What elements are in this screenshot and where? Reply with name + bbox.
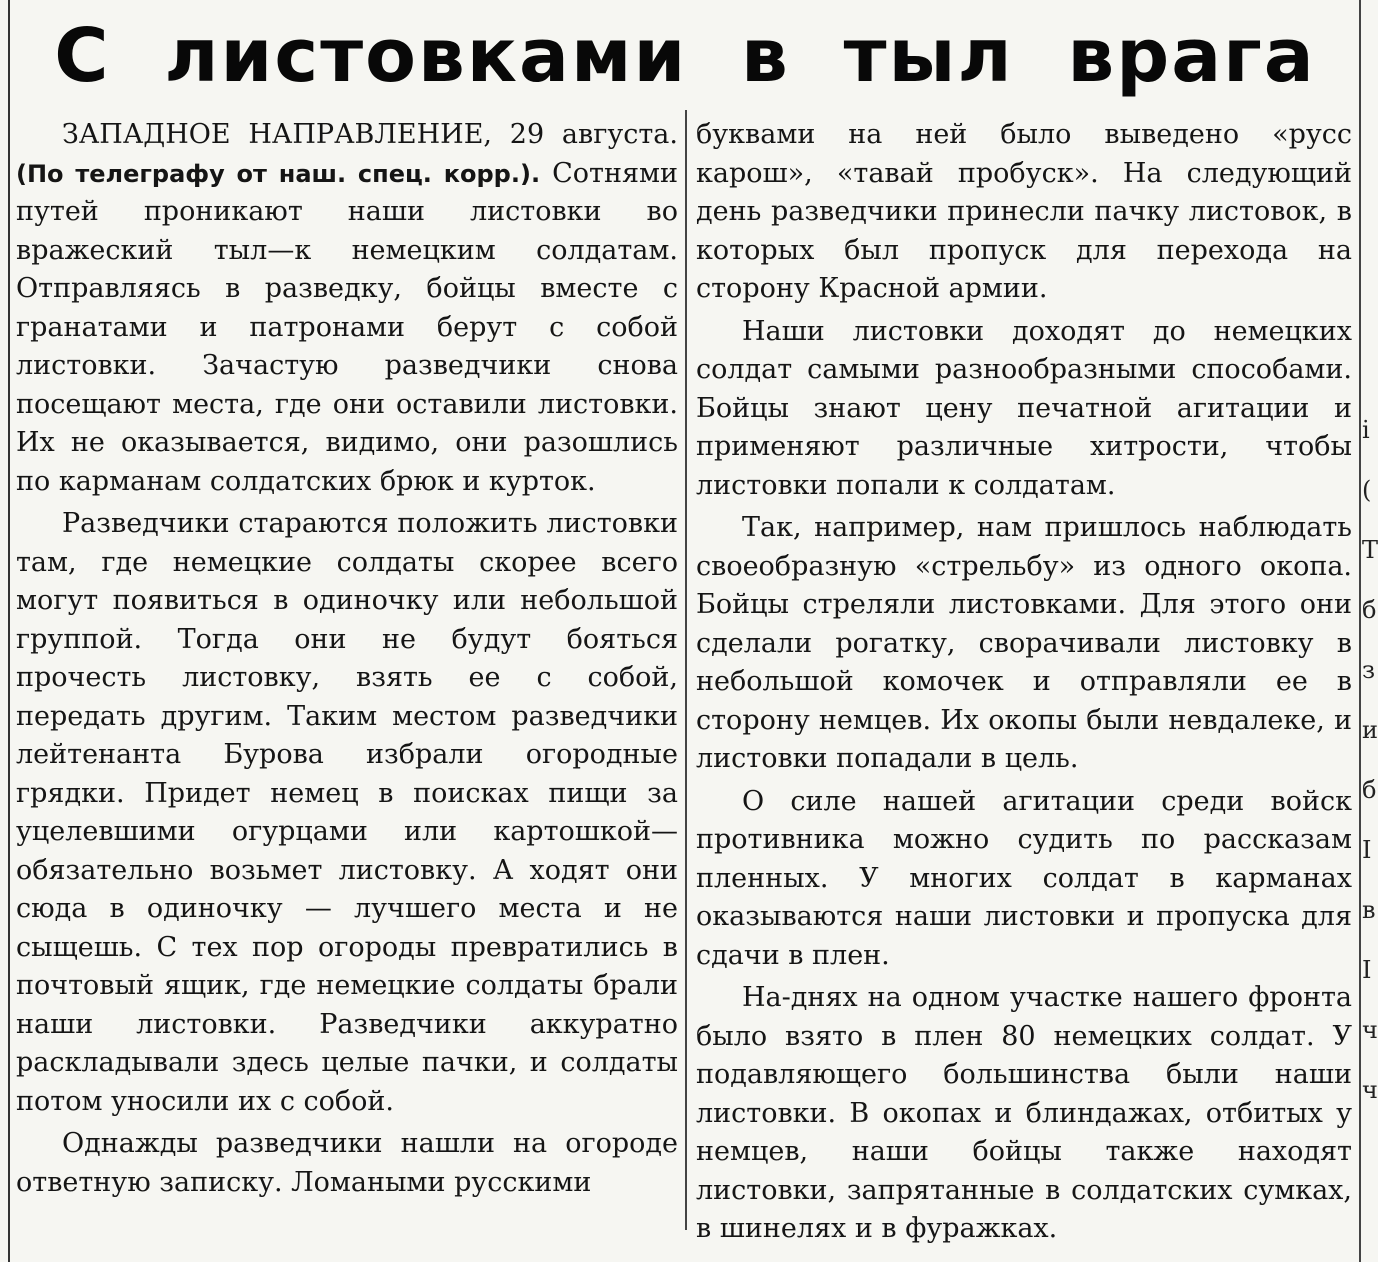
paragraph-6: О силе нашей агитации среди войск противника можно судить по рассказам пленных. У многих солдат в карманах оказываются наши листовки и пропуска для сдачи в плен. (696, 785, 1352, 971)
column-divider-rule (685, 110, 687, 1230)
byline: (По телеграфу от наш. спец. корр.). (16, 159, 541, 188)
dateline: ЗАПАДНОЕ НАПРАВЛЕНИЕ, 29 августа. (62, 119, 678, 150)
lead-text: Сотнями путей проникают наши листовки во вражеский тыл—к немецким солдатам. Отправляясь в разведку, бойцы вместе с гранатами и патронами берут с собой листовки. Зачастую разведчики снова посещают места, где они оставили листовки. Их не оказывается, видимо, они разошлись по карманам солдатских брюк и курток. (16, 157, 678, 497)
edge-fragment: І (1362, 836, 1372, 864)
paragraph-7: На-днях на одном участке нашего фронта было взято в плен 80 немецких солдат. У подавляющего большинства были наши листовки. В окопах и блиндажах, отбитых у немцев, наши бойцы также находят листовки, запрятанные в солдатских сумках, в шинелях и в фуражках. (696, 982, 1352, 1244)
edge-fragment: ( (1362, 476, 1372, 504)
paragraph-5: Так, например, нам пришлось наблюдать своеобразную «стрельбу» из одного окопа. Бойцы стреляли листовками. Для этого они сделали рогатку, сворачивали листовку в небольшой комочек и отправляли ее в сторону немцев. Их окопы были невдалеке, и листовки попадали в цель. (696, 512, 1352, 774)
edge-fragment: ч (1362, 1076, 1378, 1104)
article-column-left (16, 116, 678, 1206)
edge-fragment: и (1362, 716, 1378, 744)
adjacent-column-edge (1362, 400, 1378, 1260)
paragraph-3-continued: буквами на ней было выведено «русс карош», «тавай пробуск». На следующий день разведчики принесли пачку листовок, в которых был пропуск для перехода на сторону Красной армии. (696, 119, 1352, 304)
edge-fragment: і (1362, 416, 1370, 444)
edge-fragment: І (1362, 956, 1372, 984)
edge-fragment: в (1362, 896, 1376, 924)
edge-fragment: ч (1362, 1016, 1378, 1044)
edge-fragment: Т (1362, 536, 1378, 564)
edge-fragment: з (1362, 656, 1376, 684)
article-headline: С листовками в тыл врага (54, 13, 1316, 99)
article-column-right (696, 116, 1352, 1253)
edge-fragment: б (1362, 596, 1377, 624)
paragraph-3-start: Однажды разведчики нашли на огороде ответную записку. Ломаными русскими (16, 1128, 678, 1198)
paragraph-4: Наши листовки доходят до немецких солдат самыми разнообразными способами. Бойцы знают цену печатной агитации и применяют различные хитрости, чтобы листовки попали к солдатам. (696, 315, 1352, 501)
right-column-rule (1359, 0, 1361, 1262)
lead-paragraph (16, 116, 678, 501)
edge-fragment: б (1362, 776, 1377, 804)
paragraph-2: Разведчики стараются положить листовки там, где немецкие солдаты скорее всего могут появиться в одиночку или небольшой группой. Тогда они не будут бояться прочесть листовку, взять ее с собой, передать другим. Таким местом разведчики лейтенанта Бурова избрали огородные грядки. Придет немец в поисках пищи за уцелевшими огурцами или картошкой— обязательно возьмет листовку. А ходят они сюда в одиночку — лучшего места и не сыщешь. С тех пор огороды превратились в почтовый ящик, где немецкие солдаты брали наши листовки. Разведчики аккуратно раскладывали здесь целые пачки, и солдаты потом уносили их с собой. (16, 508, 678, 1117)
left-column-rule (8, 0, 10, 1262)
